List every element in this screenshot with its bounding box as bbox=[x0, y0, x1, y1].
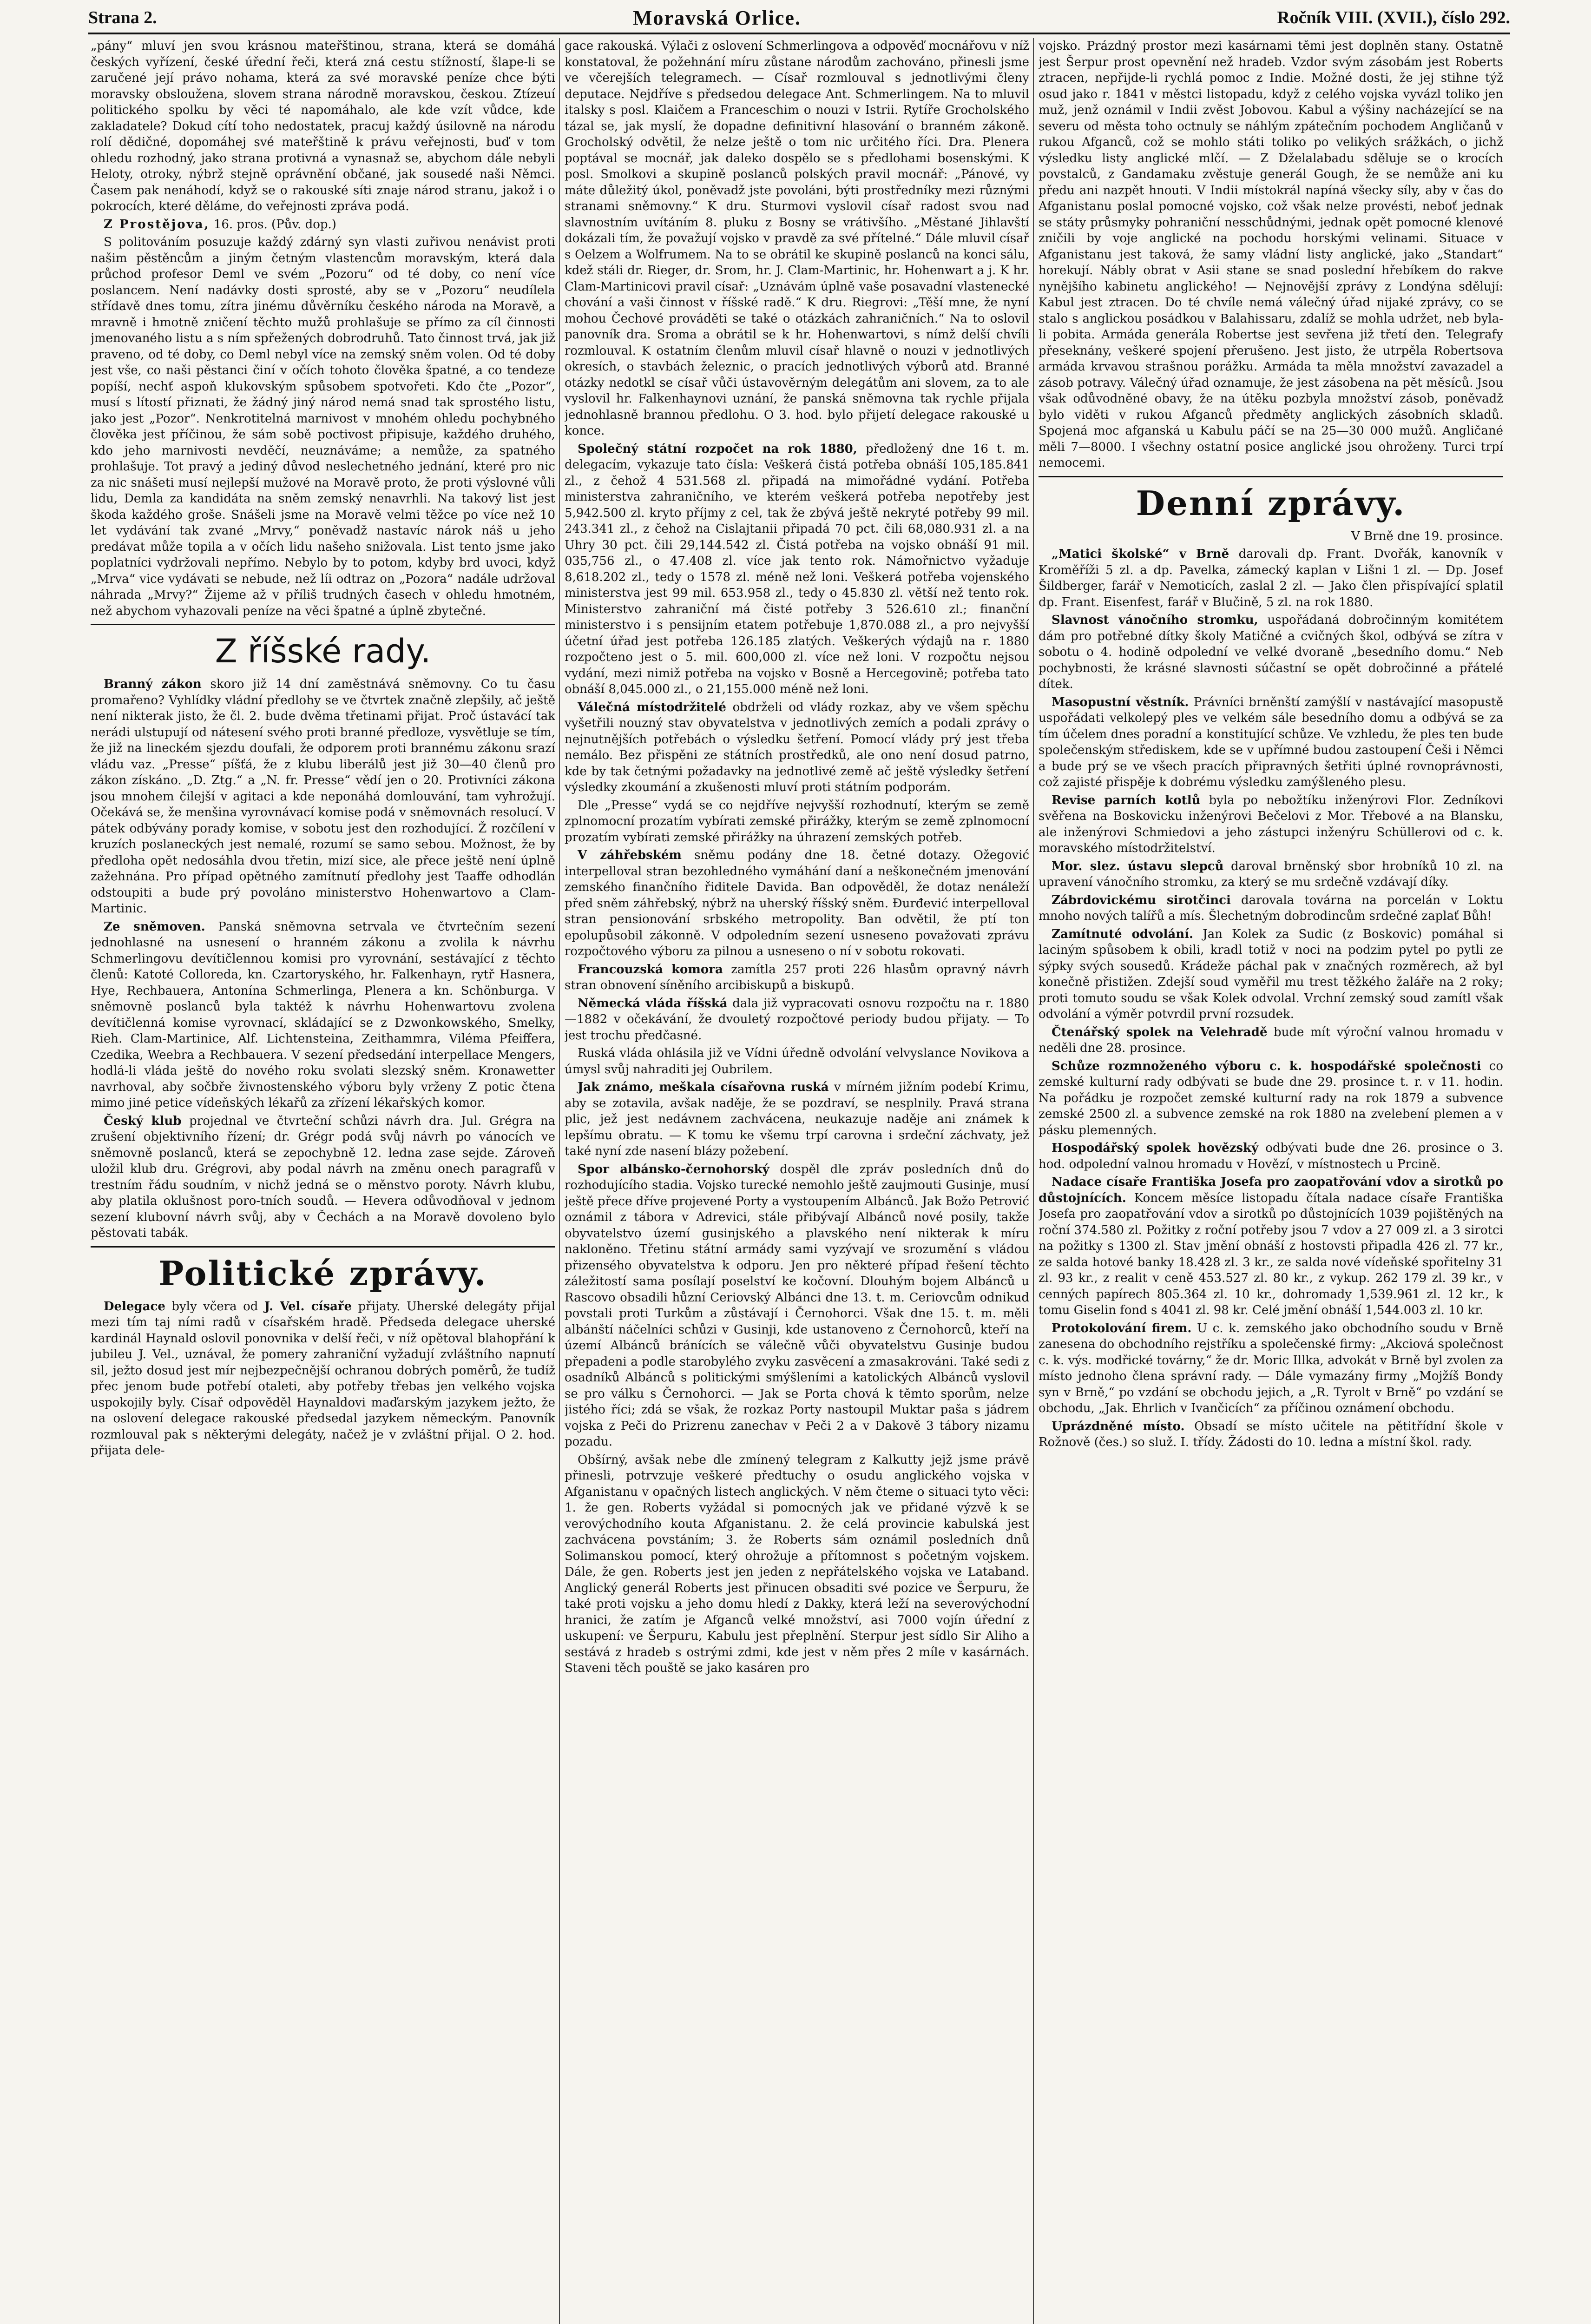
news-item bbox=[91, 676, 555, 917]
news-item bbox=[565, 962, 1029, 994]
news-item-text: Koncem měsíce listopadu čítala nadace císaře Františka Josefa pro zaopatřování vdov a sirotků po důstojnících 1039 pojištěných na roční 374.580 zl. Požitky z roční potřeby jsou 7 vdov a 27 009 zl. a 3 sirotci na požitky s 1300 zl. Stav jmění obnáší z hostovsti připadla 426 zl. 77 kr., ze salda hotové banky 18.428 zl. 3 kr., ze salda nové vídeňské spořitelny 31 zl. 93 kr., z realit v ceně 453.527 zl. 80 kr., z vykup. 262 179 zl. 39 kr., v cenných papírech 805.364 zl. 10 kr., dohromady 1,539.961 zl. 12 kr., k tomu Giselin fond s 4041 zl. 98 kr. Celé jmění obnáší 1,544.003 zl. 10 kr. bbox=[1039, 1191, 1503, 1317]
news-item bbox=[1039, 1140, 1503, 1172]
news-item-heading: Zamítnuté odvolání. bbox=[1052, 927, 1194, 941]
section-title-politicke-zpravy: Politické zprávy. bbox=[158, 1253, 487, 1293]
news-item-heading: Nadace císaře Františka Josefa pro zaopatřování vdov a sirotků po důstojnících. bbox=[1039, 1175, 1503, 1205]
news-item-text: Právníci brněnští zamýšlí v nastávající masopustě uspořádati velkolepý ples ve velkém sále besedního domu a odbývá se za tím účelem dnes poradní a konstitující schůze. Ve vzhledu, že ples ten bude společenským střediskem, kde se v upřímné budou zastoupení Češi i Němci a bude prý se ve všech pracích připravných šetřiti úplné rovnoprávnosti, což zajisté přispěje k dobrému výsledku zamýšleného plesu. bbox=[1039, 695, 1503, 789]
news-item bbox=[1039, 892, 1503, 924]
news-item bbox=[1039, 1174, 1503, 1319]
news-item-heading: Válečná místodržitelé bbox=[578, 700, 726, 714]
news-item bbox=[565, 1162, 1029, 1450]
news-item-text: předložený dne 16 t. m. delegacím, vykazuje tato čísla: Veškerá čistá potřeba obnáší 105,185.841 zl., z čehož 4 531.568 zl. připadá na mimořádné vydání. Potřeba ministerstva zahraničního, ve kterém veškerá potřeba nepotřeby jest 5,942.500 zl. kryto příjmy z cel, tak že zbývá ještě nekryté potřeby 99 mil. 243.341 zl., z čehož na Cislajtanii připadá 70 pct. čili 68,080.931 zl. a na Uhry 30 pct. čili 29,144.542 zl. Čistá potřeba na vojsko obnáší 91 mil. 035,756 zl., o 47.408 zl. více jak tento rok. Námořnictvo vyžaduje 8,618.202 zl., tedy o 1578 zl. méně než loni. Veškerá potřeba vojenského ministerstva jest 99 mil. 653.958 zl., tedy o 45.830 zl. větší než tento rok. Ministerstvo zahraniční má čisté potřeby 3 526.610 zl.; finanční ministerstvo i s pensijním etatem potřebuje 1,870.088 zl., a pro nejvyšší účetní úřad jest potřeba 126.185 zlatých. Veškerých výdajů na r. 1880 rozpočteno jest o 5. mil. 600,000 zl. více než loni. V rozpočtu nejsou vydání, mezi nimiž potřeba na vojsko v Bosně a Hercegovině; potřeba tato obnáší 8,045.000 zl., o 21,155.000 méně než loni. bbox=[565, 442, 1029, 696]
news-item-text: zamítla 257 proti 226 hlasům opravný návrh stran obnovení síněního arcibiskupů a biskupů. bbox=[565, 962, 1029, 992]
column-2 bbox=[565, 38, 1029, 2324]
page-header bbox=[88, 5, 1510, 31]
news-item-text: U c. k. zemského jako obchodního soudu v Brně zanesena do obchodního rejstříku a společenské firmy: „Akciová společnost c. k. výs. modřické továrny,“ že dr. Moric Illka, advokát v Brně byl zvolen za místo jednoho člena správní rady. — Dále vymazány firmy „Mojžíš Bondy syn v Brně,“ po vzdání se obchodu jejich, a „R. Tyrolt v Brně“ po vzdání se obchodu, „Jak. Ehrlich v Ivančicích“ za příčinou oznámení obchodu. bbox=[1039, 1321, 1503, 1415]
news-item-text: uspořádaná dobročinným komitétem dám pro potřebné dítky školy Matičné a cvičných škol, odbývá se zítra v sobotu o 4. hodině odpolední ve velké dvoraně „besedního domu.“ Neb pochybnosti, že krásné slavnosti súčastní se opět dobročinné a přátelé dítek. bbox=[1039, 613, 1503, 691]
news-item bbox=[1039, 1024, 1503, 1056]
article-paragraph: vojsko. Prázdný prostor mezi kasárnami těmi jest doplněn stany. Ostatně jest Šerpur prost opevnění než hradeb. Vzdor svým zásobám jest Roberts ztracen, nepřijde-li rychlá pomoc z Indie. Možné dosti, že jej stihne týž osud jako r. 1841 v městci listopadu, když z celého vojska vyvázl toliko jen muž, jenž oznámil v Indii zvěst Jobovou. Kabul a výšiny nacházející se na severu od města toho octnuly se náhlým zpátečním pochodem Angličanů v rukou Afganců, což se mohlo státi toliko po velikých srážkách, o jichž výsledku listy anglické mlčí. — Z Dželalabadu sděluje se o krocích povstalců, z Gandamaku zvěstuje generál Gough, že se nemůže ani ku předu ani nazpět hnouti. V Indii místokrál napíná všecky síly, aby v čas do Afganistanu poslal pomocné vojsko, což však nelze provésti, neboť jednak se státy průsmyky pohraniční nesschůdnými, jednak opět pomocné klenové zničili by voje anglické na pochodu horskými velinami. Situace v Afganistanu jest taková, že samy vládní listy anglické, jako „Standart“ horekují. Nábly obrat v Asii stane se snad poslední hřebíkem do rakve nynějšího kabinetu anglického! — Nejnovější zprávy z Londýna sdělují: Kabul jest ztracen. Do té chvíle nemá válečný úřad nijaké zprávy, co se stalo s anglickou posádkou v Balahissaru, zdalíž se mohla udržet, neb byla-li pobita. Armáda generála Robertse jest sevřena již třetí den. Telegrafy přeseknány, veškeré spojení přerušeno. Jest jisto, že utrpěla Robertsova armáda krvavou strašnou porážku. Armáda ta měla množství zavazadel a zásob potravy. Válečný úřad oznamuje, že jest zásobena na pět měsíců. Jsou však odůvodněné obavy, že na útěku pozbyla množství zásob, poněvadž bylo viděti v rukou Afganců předměty anglických zásobních skladů. Spojená moc afganská u Kabulu páčí se na 25—30 000 mužů. Angličané měli 7—8000. I všechny ostatní posice anglické jsou ohroženy. Turci trpí nemocemi. bbox=[1039, 39, 1503, 470]
news-item bbox=[1039, 1320, 1503, 1417]
page-number-label: Strana 2. bbox=[88, 8, 157, 27]
news-item-heading: Jak známo, meškala císařovna ruská bbox=[578, 1080, 829, 1094]
news-item-heading: Revise parních kotlů bbox=[1052, 793, 1201, 807]
news-item-heading: Hospodářský spolek hovězský bbox=[1052, 1141, 1259, 1155]
news-item-heading: Spor albánsko-černohorský bbox=[578, 1162, 769, 1176]
news-item bbox=[91, 1299, 555, 1459]
news-item-text: darovali dp. Frant. Dvořák, kanovník v Kroměříži 5 zl. a dp. Pavelka, zámecký kaplan v Lišni 1 zl. — Dp. Josef Šildberger, farář v Nemoticích, zaslal 2 zl. — Jako člen přispívající splatil dp. Frant. Eisenfest, farář v Blučině, 5 zl. na rok 1880. bbox=[1039, 547, 1503, 609]
news-item bbox=[1039, 858, 1503, 891]
news-item-text: byly včera od bbox=[171, 1299, 258, 1314]
news-item-text: projednal ve čtvrteční schůzi návrh dra. Jul. Grégra na zrušení objektivního řízení; dr. Grégr podá svůj návrh po vánocích ve sněmovně poslanců, která se zepochybně 12. ledna zase sejde. Zároveň uložil klub dru. Grégrovi, aby podal návrh na změnu onech paragrafů v trestním řádu soudním, v nichž jedná se o měnstvo poroty. Návrh klubu, aby platila oklušnost poro-tních soudů. — Hevera odůvodňoval v jednom sezení klubovní návrh svůj, aby v Čechách a na Moravě dovoleno bylo pěstovati tabák. bbox=[91, 1114, 555, 1240]
column-divider-2 bbox=[1033, 38, 1034, 2324]
news-item bbox=[91, 1113, 555, 1241]
news-item-text: dospěl dle zpráv posledních dnů do rozhodujícího stadia. Vojsko turecké nemohlo ještě zaujmouti Gusinje, musí ještě přece dříve projevené Porty a vystoupením Albánců. Jak Božo Petrović oznámil z tábora v Adrevici, stále přibývají Albánců nové posily, takže obyvatelstvo území gusinjského a plavského není nikterak k míru nakloněno. Třetinu státní armády sami vyzývají ve srozumění s vládou přizensého obyvatelstva k odporu. Jen pro některé případ řešení těchto záležitostí sama posílají poselství ke kočovní. Dlouhým bojem Albánců u Rascovo obsadili hůzní Ceriovský Albánci dne 13. t. m. Ceriovcům odnikud povstali proti Turkům a zůstávají i Černohorci. Však dne 15. t. m. měli albánští náčelníci schůzi v Gusinji, kde ustanoveno z Černohorců, kteří na území Albánců bránících se válečně vůči obyvatelstvu Gusinje budou přepadeni a podle starobylého zvyku zasvěcení a zmasakrováni. Také sedi z osadníků Albánců s politickými smýšleními a katolických Albánců vyslovil se pro válku s Černohorci. — Jak se Porta chová k těmto sporům, nelze jistého říci; zdá se však, že rozkaz Porty nastoupil Muktar paša s jádrem vojska z Peči do Prizrenu zanechav v Peči 2 a v Dakově 3 tábory nizamu pozadu. bbox=[565, 1162, 1029, 1449]
news-item-text: skoro již 14 dní zaměstnává sněmovny. Co tu času promařeno? Vyhlídky vládní předlohy se ve čtvrtek značně zlepšily, ač ještě není nikterak jisto, že čl. 2. bude dvěma třetinami přijat. Proč ústavácí tak nerádi ulstupují od nátesení svého proti branné předloze, vysvětluje se tím, že již na lineckém sjezdu doufali, že odporem proti brannému zákonu srazí vládu vaz. „Presse“ píšťá, že z klubu liberálů jest již 30—40 členů pro zákon získáno. „D. Ztg.“ a „N. fr. Presse“ vědí jen o 20. Protivníci zákona jsou mnohem čilejší v agitaci a kde neponáhá domlouvání, tam vyhrožují. Očekává se, že menšina vyrovnávací komise podá v sněmovnách resolucí. V pátek odbývány porady komise, v sobotu jest den rozhodující. Ž rozčílení v kruzích poslaneckých jest nemalé, rozumí se samo sebou. Možnost, že by předloha opět nedosáhla dvou třetin, mizí sice, ale přece ještě není úplně zažehnána. Pro případ opětného zamítnutí předlohy jest Taaffe odhodlán odstoupiti a bude prý povoláno ministerstvo Hohenwartovo a Clam-Martinic. bbox=[91, 677, 555, 916]
article-paragraph: Dle „Presse“ vydá se co nejdříve nejvyšší rozhodnutí, kterým se země zplnomocní prozatím vybírati zemské přirážky, kterým se země zplnomocní prozatím vybírati zemské přirážky na úhrazení zemských potřeb. bbox=[565, 798, 1029, 845]
column-1 bbox=[91, 38, 555, 2324]
news-item-heading: Společný státní rozpočet na rok 1880, bbox=[578, 442, 857, 456]
news-item bbox=[1039, 1419, 1503, 1451]
section-rule bbox=[91, 1246, 555, 1248]
news-item bbox=[565, 847, 1029, 960]
news-item bbox=[1039, 792, 1503, 857]
article-paragraph: Ruská vláda ohlásila již ve Vídni úředně odvolání velvyslance Novikova a úmysl svůj nahraditi jej Oubrilem. bbox=[565, 1046, 1029, 1076]
news-item-heading: Zábrdovickému sirotčinci bbox=[1052, 893, 1231, 907]
news-item-text: v mírném jižním podebí Krimu, aby se zotavila, avšak naděje, že se pozdraví, se nesplnily. Pravá strana plic, jež jest nedávnem zachvácena, neukazuje naděje ani známek k lepšímu obratu. — K tomu ke všemu trpí carovna i srdeční záchvaty, jež také nyní zde nasení blázy požebení. bbox=[565, 1080, 1029, 1158]
article-paragraph: gace rakouská. Výlači z oslovení Schmerlingova a odpověď mocnářovu v níž konstatoval, že požehnání míru zůstane národům zachováno, přinesli jsme ve včerejších telegramech. — Císař rozmlouval s jednotlivými členy deputace. Nejdříve s předsedou delegace Ant. Schmerlingem. Na to mluvil italsky s posl. Klaičem a Franceschim o nouzi v Istrii. Rytíře Grocholského tázal se, jak myslí, že dopadne definitivní hlasování o branném zákoně. Grocholský odvětil, že nelze ještě o tom nic určitého říci. Dra. Plenera poptával se mocnář, jak daleko dospělo se s předlohami bosenskými. K posl. Smolkovi a skupině poslanců polských pravil mocnář: „Pánové, vy máte důležitý úkol, poněvadž jste povoláni, býti prostředníky mezi různými stranami sněmovny.“ K dru. Sturmovi vyslovil císař radost svou nad slavnostním uvítáním 8. pluku z Bosny se vrátivšího. „Městané Jihlavští dokázali tím, že považují vojsko v pravdě za své přítelné.“ Dále mluvil císař s Oelzem a Wolfrumem. Na to se obrátil ke skupině poslanců na konci sálu, kdež stáli dr. Rieger, dr. Srom, hr. J. Clam-Martinic, hr. Hohenwart a j. K hr. Clam-Martinicovi pravil císař: „Uznávám úplně vaše posavadní vlastenecké chování a vaši činnost v říšské radě.“ K dru. Riegrovi: „Těší mne, že nyní mohou Čechové prováděti se také o otázkách zahraničních.“ Na to oslovil panovník dra. Sroma a obrátil se k hr. Hohenwartovi, s nímž delší chvíli rozmlouval. K ostatním členům mluvil císař hlavně o nouzi v jednotlivých okresích, o stavbách železnic, o pracích jednotlivých výborů atd. Branné otázky nedotkl se císař vůči ústavověrným delegátům ani slovem, za to ale vyslovil hr. Falkenhaynovi uznání, že panská sněmovna tak rychle přijala jednohlasně brannou předlohu. O 3. hod. bylo přijetí delegace rakouské u konce. bbox=[565, 39, 1029, 438]
section-title-rissky-rady: Z říšské rady. bbox=[215, 632, 431, 670]
masthead-title: Moravská Orlice. bbox=[633, 6, 801, 29]
news-item-heading: Slavnost vánočního stromku, bbox=[1052, 613, 1258, 627]
news-item-text: odbývati bude dne 26. prosince o 3. hod. odpolední valnou hromadu v Hovězí, v místnostech u Prcině. bbox=[1039, 1141, 1503, 1171]
article-paragraph: Obšírný, avšak nebe dle zmínený telegram z Kalkutty jejž jsme právě přinesli, potrvzuje veškeré předtuchy o osudu anglického vojska v Afganistanu v opačných listech anglických. V něm čteme o situaci tyto věci: 1. že gen. Roberts vyžádal si pomocných jak ve přidané výzvě k se verovýchodního kouta Afganistanu. 2. že celá provincie kabulská jest zachvácena povstáním; 3. že Roberts sám oznámil posledních dnů Solimanskou pomocí, který ohrožuje a přítomnost s početným vojskem. Dále, že gen. Roberts jest jen jeden z nepřátelského vojska ve Lataband. Anglický generál Roberts jest přinucen obsaditi své pozice ve Šerpuru, že také proti vojsku a jeho domu hledí z Dakky, která leží na severovýchodní hranici, že zatím je Afganců velké množství, asi 7000 vojín úřední z uskupení: ve Šerpuru, Kabulu jest přeplnění. Sterpur jest sídlo Sir Aliho a sestává z hradeb s ostrými zdmi, kde jest v něm přes 2 míle v kasárnách. Staveni těch pouště se jako kasáren pro bbox=[565, 1452, 1029, 1675]
news-item-heading: Francouzská komora bbox=[578, 962, 723, 977]
dateline-date: 16. pros. (Pův. dop.) bbox=[213, 217, 336, 231]
news-item-heading: Ze sněmoven. bbox=[104, 919, 205, 934]
news-item-heading: Český klub bbox=[104, 1114, 182, 1128]
news-item bbox=[1039, 612, 1503, 693]
news-item-heading: Masopustní věstník. bbox=[1052, 695, 1189, 709]
news-item bbox=[1039, 926, 1503, 1023]
news-item-heading: J. Vel. císaře bbox=[264, 1299, 352, 1314]
dateline-place: Z Prostějova, bbox=[104, 217, 210, 231]
news-item-heading: Mor. slez. ústavu slepců bbox=[1052, 859, 1224, 873]
news-item bbox=[1039, 694, 1503, 791]
news-item-heading: Čtenářský spolek na Velehradě bbox=[1052, 1025, 1268, 1039]
news-item bbox=[1039, 546, 1503, 610]
article-paragraph: „pány“ mluví jen svou krásnou mateřštinou, strana, která se domáhá českých vyřízení, české úřední řeči, která zná cestu stížností, šlape-li se zaručené její právo nohama, která za své moravské peníze chce býti moravsky obsloužena, slovem strana národně moravskou, českou. Ztízeuí politického spolku by věci té napomáhalo, ale kde vzít vůdce, kde zakladatele? Dokud cítí toho nedostatek, pracuj každý úsilovně na národu rolí dědičné, dopomáhej své mateřštině k právu veřejnosti, buď v tom ohledu rozhodný, jako strana protivná a vynasnaž se, abychom dále nebyli Heloty, otroky, nýbrž stejně oprávnění občané, jak sousedé naši Němci. Časem pak nenáhodí, když se o rakouské síti znaje národ stranu, jakož i o pokrocích, které děláme, do veřejnosti zpráva podá. bbox=[91, 39, 555, 213]
news-item-text: sněmu podány dne 18. četné dotazy. Ožegović interpelloval stran bezohledného vymáhání daní a neškonečném jmenování zemského finančního řiditele Davida. Ban odpověděl, že dotaz nenáleží před sněm záhřebský, nýbrž na uherský říšský sněm. Đurđević interpelloval stran pensionování srbského metropolity. Ban odvětil, že ptí ton epolupůsobil zákonně. V odpoledním sezení usneseno považovati zprávu rozpočtového výboru za pilnou a usneseno o ní v sobotu rokovati. bbox=[565, 848, 1029, 958]
header-rule bbox=[88, 33, 1510, 34]
section-title-denni-zpravy: Denní zprávy. bbox=[1136, 483, 1406, 523]
news-item bbox=[565, 1079, 1029, 1160]
issue-volume-label: Ročník VIII. (XVII.), číslo 292. bbox=[1277, 8, 1510, 27]
news-item-heading: „Matici školské“ v Brně bbox=[1052, 547, 1229, 561]
section-rule bbox=[1039, 476, 1503, 477]
news-item-text: přijaty. Uherské delegáty přijal mezi tím taj ními radů v císařském hradě. Předseda delegace uherské kardinál Haynald oslovil ponovnika v delší řeči, v níž opětoval blahopřání k jubileu J. Vel., uznával, že pomery zahraniční vyžadují zvláštního napnutí sil, ježto dosud jest mír nejbezpečnější ochranou dobrých poměrů, že tudíž přec jenom bude potřebí otaleti, aby potřeby třebas jen velkého vojska uspokojily byly. Císař odpověděl Haynaldovi maďarským jazykem ježto, že na oslovení delegace rakouské předsedal jazykem německým. Panovník rozmlouval pak s některými delegáty, načež je v zvláštní přijal. O 2. hod. přijata dele- bbox=[91, 1299, 555, 1458]
news-item-text: darovala továrna na porcelán v Loktu mnoho nových talířů a mís. Šlechetným dobrodincům srdečné zaplať Bůh! bbox=[1039, 893, 1503, 923]
news-item-text: Panská sněmovna setrvala ve čtvrtečním sezení jednohlasné na usnesení o hranném zákonu a zvolila k návrhu Schmerlingovu devítičlennou komisi pro vyrovnání, sestávající z těchto členů: Katoté Colloreda, kn. Czartoryského, hr. Falkenhayn, rytř Hasnera, Hye, Rechbauera, Antonína Schmerlinga, Plenera a kn. Schönburga. V sněmovně poslanců byla taktéž k návrhu Hohenwartovu zvolena devítičlenná komise vyrovnací, skládající se z Dzwonkowského, Smelky, Rieh. Clam-Martinice, Alf. Lichtensteina, Zeithammra, Viléma Pfeiffera, Czedika, Weebra a Rechbauera. V sezení předsedání interpellace Mengers, hodlá-li vláda ještě do nového roku svolati slezský sněm. Kronawetter navrhoval, aby sočbře živnostenského výboru byly vrženy Z potic čtena mimo jiné petice vídeňských lékařů za zřízení lékařských komor. bbox=[91, 919, 555, 1110]
column-3 bbox=[1039, 38, 1503, 2324]
news-item-text: daroval brněnský sbor hrobníků 10 zl. na upravení vánočního stromku, za který se mu srdečně vzdávají díky. bbox=[1039, 859, 1503, 889]
news-item-heading: V záhřebském bbox=[578, 848, 682, 862]
news-item-text: byla po nebožtíku inženýrovi Flor. Zedníkovi svěřena na Boskovicku inženýrovi Bečelovi z Mor. Třebové a na Blansku, ale inženýrovi Schmiedovi a jeho zástupci inženýru Schüllerovi od c. k. moravského místodržitelství. bbox=[1039, 793, 1503, 855]
news-item-text: Obsadí se místo učitele na pětitřídní škole v Rožnově (čes.) so služ. I. třídy. Žádosti do 10. ledna a místní škol. rady. bbox=[1039, 1419, 1503, 1449]
news-item-heading: Schůze rozmnoženého výboru c. k. hospodářské společnosti bbox=[1052, 1059, 1481, 1073]
news-item-text: bude mít výroční valnou hromadu v neděli dne 28. prosince. bbox=[1039, 1025, 1503, 1055]
news-item-heading: Protokolování firem. bbox=[1052, 1321, 1192, 1335]
news-item bbox=[1039, 1058, 1503, 1139]
column-divider-1 bbox=[559, 38, 560, 2324]
article-paragraph: S politováním posuzuje každý zdárný syn vlasti zuřivou nenávist proti našim pěstěncům a jiným četným vlastencům moravským, která dala průchod profesor Deml ve svém „Pozoru“ od té doby, co není více poslancem. Není nadávky dosti sprosté, aby se v „Pozoru“ neudílela střídavě dnes tomu, zítra jinému důvěrníku českého národa na Moravě, a mravně i hmotně zničení těchto mužů prohlašuje se přímo za cíl činnosti jmenovaného listu a s ním spřežených dobrodruhů. Tato činnost trvá, jak již praveno, od té doby, co Deml nebyl více na zemský sněm volen. Od té doby jest vše, co naši pěstanci činí v očích tohoto člověka špatné, a co tendeze popíší, nechť aspoň klukovským spůsobem spotvořeti. Kdo čte „Pozor“, musí s lítostí přiznati, že žádný jiný národ nemá snad tak sprostého listu, jako jest „Pozor“. Nenkrotitelná marnivost v mnohém ohledu pochybného člověka jest příčinou, že sám sobě poctivost připisuje, každého druhého, kdo jeho marnivosti nevděčí, neuznáváme; a nemůže, za spatného prohlašuje. Tot pravý a jediný důvod neslechetného jednání, které pro nic za nic snášeti musí nejlepší mužové na Moravě proto, že proti výslovné vůli lidu, Demla za kandidáta na sněm zemský nenavrhli. Na takový list jest škoda každého groše. Snášeli jsme na Moravě velmi těžce po více než 10 let vydávání tak zvané „Mrvy,“ poněvadž nastavíc nárok náš u jeho predávat může topila a v očích lidu našeho snižovala. List tento jsme jako poplatníci vydržovali nepřímo. Nebylo by to potom, kdyby brd uvoci, když „Mrva“ vice vydávati se nebude, než líi odtraz on „Pozora“ nadále udržoval náhrada „Mrvy?“ Žijeme až v příliš trudných časech v ohledu hmotném, než abychom vyhazovali peníze na věci špatné a úplně zbytečné. bbox=[91, 235, 555, 618]
news-item bbox=[565, 700, 1029, 796]
news-item-heading: Branný zákon bbox=[104, 677, 202, 691]
news-item bbox=[565, 441, 1029, 698]
news-item bbox=[91, 919, 555, 1111]
section-rule bbox=[91, 624, 555, 625]
news-item-text: co zemské kulturní rady odbývati se bude dne 29. prosince t. r. v 11. hodin. Na pořádku je rozpočet zemské kulturní rady na rok 1879 a subvence zemské 2500 zl. a subvence zemské na rok 1880 na zvelebení plemen a v pásku plemenných. bbox=[1039, 1059, 1503, 1137]
news-item-heading: Německá vláda říšská bbox=[578, 996, 728, 1010]
news-item-text: Jan Kolek za Sudic (z Boskovic) pomáhal si laciným spůsobem k obili, kradl totiž v noci na podzim pytel po pytli ze sýpky svých sousedů. Krádeže páchal pak v značných rozměrech, až byl konečně přistižen. Zdejší soud vyměřil mu trest těžkého žaláře na 2 roky; proti tomuto soudu se však Kolek odvolal. Vrchní zemský soud zamítl však odvolání a výměr potvrdil první rozsudek. bbox=[1039, 927, 1503, 1021]
dateline-prostejov bbox=[91, 217, 555, 233]
news-item bbox=[565, 996, 1029, 1044]
news-item-heading: Uprázdněné místo. bbox=[1052, 1419, 1185, 1433]
news-item-heading: Delegace bbox=[104, 1299, 165, 1314]
news-item-text: obdrželi od vlády rozkaz, aby ve všem spěchu vyšetřili nouzný stav obyvatelstva v jednotlivých zemích a podali zprávy o nejnutnějších potřebách o výsledku šetření. Pomocí vlády prý jest třeba nemálo. Bez přispěni ze státních prostředků, ale ono není dosud patrno, kde by tak četnými požadavky na jednotlivé země ač ještě výsledky šetření výsledky zkoumání a zkušenosti mluví proti státním podporám. bbox=[565, 700, 1029, 794]
dateline-brno: V Brně dne 19. prosince. bbox=[1351, 529, 1503, 543]
news-item-text: dala již vypracovati osnovu rozpočtu na r. 1880—1882 v očekávání, že dvouletý rozpočtové periody budou přijaty. — To jest trochu předčasné. bbox=[565, 996, 1029, 1043]
